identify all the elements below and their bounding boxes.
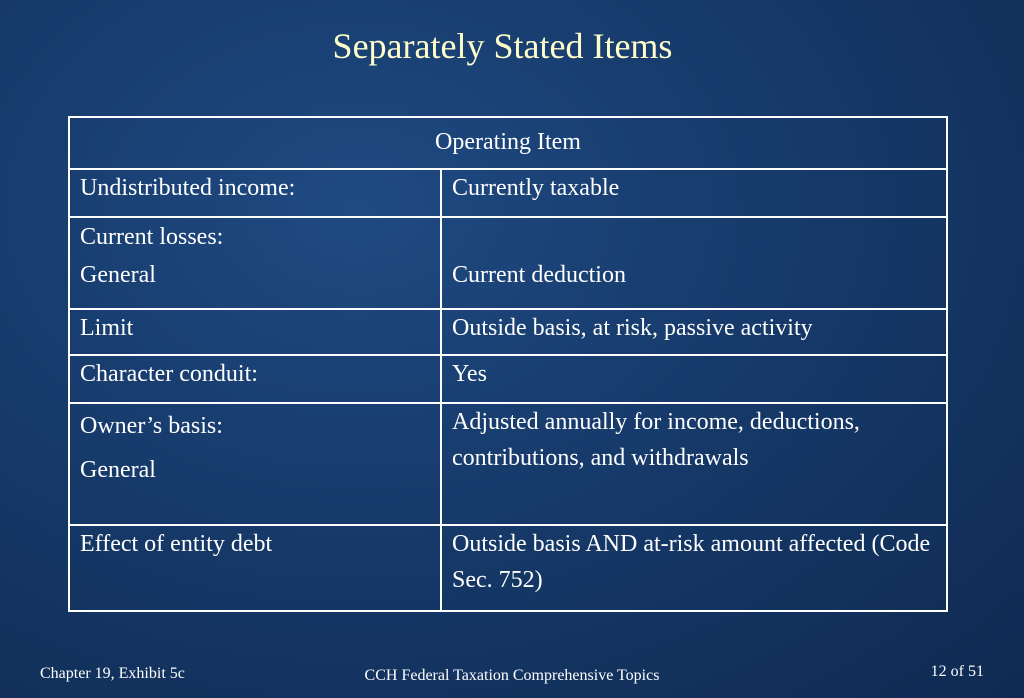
row-label-cell <box>69 403 441 525</box>
row-label: Current losses: <box>80 224 224 250</box>
operating-item-table <box>68 116 948 612</box>
row-value-spacer <box>452 218 936 256</box>
row-sublabel: General <box>80 457 156 483</box>
footer-chapter: Chapter 19, Exhibit 5c <box>40 665 185 682</box>
row-value-cell <box>441 217 947 309</box>
row-label: Limit <box>69 309 441 355</box>
footer-page-number: 12 of 51 <box>930 663 984 680</box>
row-label: Undistributed income: <box>69 169 441 217</box>
row-label-cell <box>69 217 441 309</box>
row-value: Current deduction <box>452 262 626 288</box>
footer-course: CCH Federal Taxation Comprehensive Topics <box>364 667 660 684</box>
row-value: Outside basis AND at-risk amount affected (Code Sec. 752) <box>441 525 947 611</box>
table-row <box>69 403 947 525</box>
table-header-row <box>69 117 947 169</box>
table-header: Operating Item <box>69 117 947 169</box>
table-row <box>69 355 947 403</box>
table-row <box>69 309 947 355</box>
row-value: Adjusted annually for income, deductions, contributions, and withdrawals <box>441 403 947 525</box>
row-label: Owner’s basis: <box>80 413 223 439</box>
row-label: Effect of entity debt <box>69 525 441 611</box>
table-row <box>69 169 947 217</box>
slide-title: Separately Stated Items <box>332 26 673 66</box>
row-value: Outside basis, at risk, passive activity <box>441 309 947 355</box>
table-row <box>69 217 947 309</box>
row-value: Yes <box>441 355 947 403</box>
row-value: Currently taxable <box>441 169 947 217</box>
table-row <box>69 525 947 611</box>
row-label: Character conduit: <box>69 355 441 403</box>
row-sublabel: General <box>80 262 156 288</box>
